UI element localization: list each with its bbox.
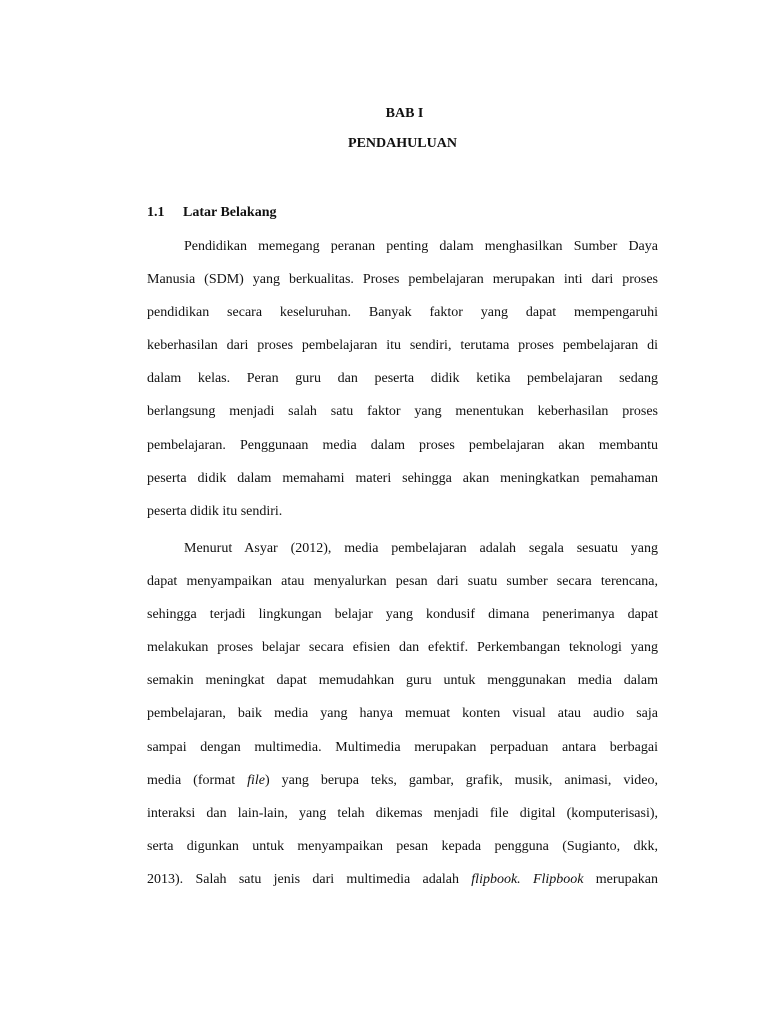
italic-term: Flipbook [532, 871, 584, 887]
paragraph-2 [147, 532, 658, 896]
text-run: media (format [147, 772, 248, 788]
italic-term: flipbook. [471, 871, 521, 887]
paragraph-line: dapat menyampaikan atau menyalurkan pesan dari suatu sumber secara terencana, [147, 574, 658, 590]
paragraph-line: Manusia (SDM) yang berkualitas. Proses pembelajaran merupakan inti dari proses [147, 272, 658, 288]
section-number: 1.1 [147, 205, 165, 220]
paragraph-line [147, 863, 658, 896]
paragraph-line: peserta didik itu sendiri. [147, 503, 283, 519]
paragraph-line: sampai dengan multimedia. Multimedia merupakan perpaduan antara berbagai [147, 739, 658, 755]
italic-term: file [247, 772, 266, 788]
paragraph-line: semakin meningkat dapat memudahkan guru untuk menggunakan media dalam [147, 673, 658, 689]
paragraph-line: peserta didik dalam memahami materi sehingga akan meningkatkan pemahaman [147, 470, 658, 486]
text-run [521, 872, 533, 887]
text-run: ) yang berupa teks, gambar, grafik, musik, animasi, video, [265, 772, 658, 788]
paragraph-line: interaksi dan lain-lain, yang telah dikemas menjadi file digital (komputerisasi), [147, 805, 658, 821]
paragraph-line: berlangsung menjadi salah satu faktor yang menentukan keberhasilan proses [147, 404, 658, 420]
paragraph-line: Pendidikan memegang peranan penting dalam menghasilkan Sumber Daya [184, 239, 658, 254]
paragraph-line: keberhasilan dari proses pembelajaran itu sendiri, terutama proses pembelajaran di [147, 338, 658, 354]
paragraph-line: sehingga terjadi lingkungan belajar yang kondusif dimana penerimanya dapat [147, 607, 658, 623]
paragraph-1 [147, 230, 658, 528]
paragraph-line: Menurut Asyar (2012), media pembelajaran adalah segala sesuatu yang [184, 541, 658, 556]
section-title: Latar Belakang [183, 205, 277, 220]
paragraph-line: pembelajaran, baik media yang hanya memuat konten visual atau audio saja [147, 706, 658, 722]
chapter-number: BAB I [385, 106, 424, 121]
section-heading [147, 204, 447, 222]
paragraph-line: pendidikan secara keseluruhan. Banyak faktor yang dapat mempengaruhi [147, 305, 658, 321]
paragraph-line [147, 764, 658, 797]
text-run: 2013). Salah satu jenis dari multimedia adalah [147, 871, 472, 887]
text-run: merupakan [583, 871, 658, 887]
paragraph-line: pembelajaran. Penggunaan media dalam proses pembelajaran akan membantu [147, 437, 658, 453]
chapter-title: PENDAHULUAN [348, 136, 457, 151]
paragraph-line: serta digunkan untuk menyampaikan pesan kepada pengguna (Sugianto, dkk, [147, 838, 658, 854]
paragraph-line: melakukan proses belajar secara efisien dan efektif. Perkembangan teknologi yang [147, 640, 658, 656]
paragraph-line: dalam kelas. Peran guru dan peserta didik ketika pembelajaran sedang [147, 371, 658, 387]
